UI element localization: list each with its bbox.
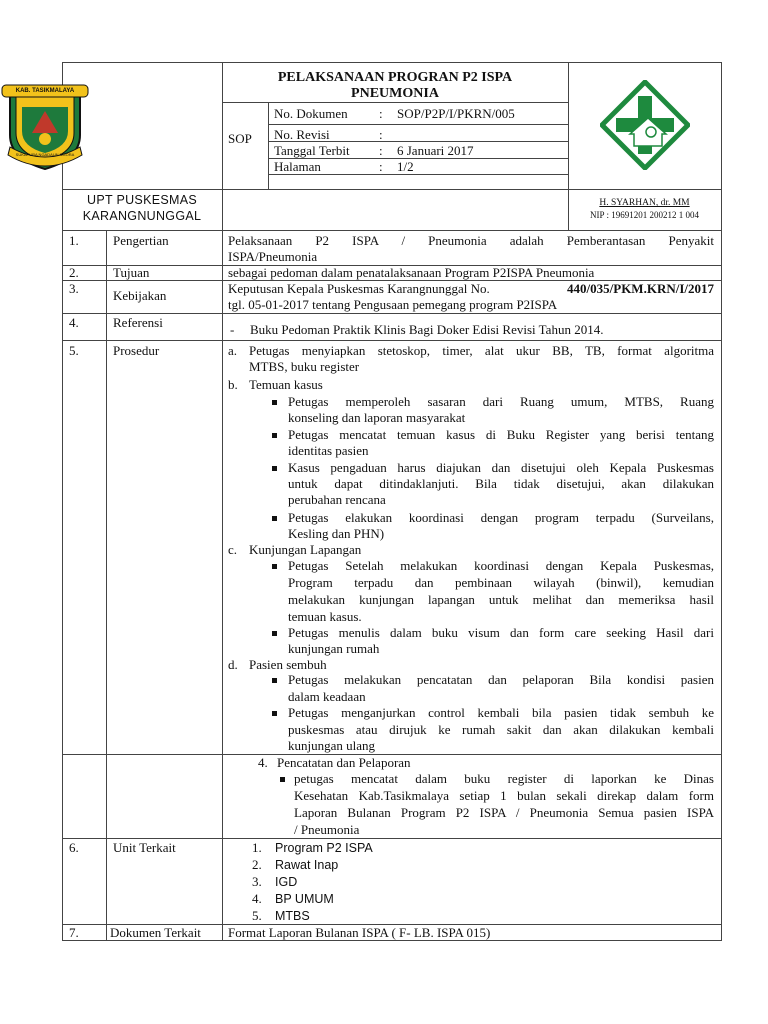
unit-name: MTBS bbox=[275, 909, 310, 923]
bullet-icon bbox=[272, 516, 277, 521]
bullet-icon bbox=[272, 400, 277, 405]
unit-number: 1. bbox=[252, 840, 262, 855]
meta-value: 6 Januari 2017 bbox=[397, 143, 474, 158]
list-item: dalam keadaan bbox=[288, 689, 366, 704]
meta-label: Halaman bbox=[274, 159, 321, 174]
meta-sep: : bbox=[379, 159, 383, 174]
logo-text-bottom: SUKAPURA NGADAUN NGORA bbox=[15, 152, 75, 157]
row-text: Buku Pedoman Praktik Klinis Bagi Doker Edisi Revisi Tahun 2014. bbox=[250, 322, 604, 337]
row-label: Prosedur bbox=[113, 343, 160, 358]
list-item: Kesling dan PHN) bbox=[288, 526, 385, 541]
unit-number: 2. bbox=[252, 857, 262, 872]
row-text: tgl. 05-01-2017 tentang Pengusaan pemegang program P2ISPA bbox=[228, 297, 558, 312]
list-item: / Pneumonia bbox=[294, 822, 360, 837]
row-number: 1. bbox=[69, 233, 79, 248]
meta-sep: : bbox=[379, 127, 383, 142]
list-marker: b. bbox=[228, 377, 238, 392]
list-item: perubahan rencana bbox=[288, 492, 386, 507]
meta-sep: : bbox=[379, 106, 383, 121]
list-item: Kesehatan Kab.Tasikmalaya setiap 1 bulan sekali direkap dalam form bbox=[294, 788, 714, 803]
meta-value: 1/2 bbox=[397, 159, 414, 174]
list-item: konseling dan laporan masyarakat bbox=[288, 410, 466, 425]
kebijakan-text: Keputusan Kepala Puskesmas Karangnunggal No. bbox=[228, 281, 490, 296]
org-name-line2: KARANGNUNGGAL bbox=[82, 209, 202, 223]
row-label: Pengertian bbox=[113, 233, 169, 248]
logo-text-top: KAB. TASIKMALAYA bbox=[15, 88, 75, 94]
section-heading: Pasien sembuh bbox=[249, 657, 327, 672]
list-item: Program terpadu dan pembinaan wilayah (binwil), kemudian bbox=[288, 575, 714, 590]
row-text: ISPA/Pneumonia bbox=[228, 249, 318, 264]
signer-nip: NIP : 19691201 200212 1 004 bbox=[590, 210, 699, 220]
list-marker: a. bbox=[228, 343, 238, 358]
list-marker: d. bbox=[228, 657, 238, 672]
row-text: Pelaksanaan P2 ISPA / Pneumonia adalah Pemberantasan Penyakit bbox=[228, 233, 714, 248]
unit-name: Rawat Inap bbox=[275, 858, 339, 872]
bullet-icon bbox=[272, 433, 277, 438]
row-number: 5. bbox=[69, 343, 79, 358]
list-item: Petugas melakukan pencatatan dan pelaporan Bila kondisi pasien bbox=[288, 672, 714, 687]
list-marker: c. bbox=[228, 542, 238, 557]
list-item: Petugas menyiapkan stetoskop, timer, alat ukur BB, TB, format algoritma bbox=[249, 343, 714, 358]
list-item: temuan kasus. bbox=[288, 609, 362, 624]
bullet-icon bbox=[272, 631, 277, 636]
unit-number: 3. bbox=[252, 874, 262, 889]
list-item: untuk dapat ditindaklanjuti. Bila tidak disetujui, akan dilakukan bbox=[288, 476, 714, 491]
row-number: 4. bbox=[69, 315, 79, 330]
kabupaten-logo bbox=[0, 77, 90, 173]
list-item: Laporan Bulanan Program P2 ISPA / Pneumonia Semua pasien ISPA bbox=[294, 805, 714, 820]
list-item: kunjungan rumah bbox=[288, 641, 380, 656]
row-number: 7. bbox=[69, 925, 79, 940]
puskesmas-logo bbox=[600, 80, 690, 170]
row-number: 3. bbox=[69, 281, 79, 296]
document-title-line1: PELAKSANAAN PROGRAN P2 ISPA bbox=[277, 70, 513, 85]
row-text: Format Laporan Bulanan ISPA ( F- LB. ISPA 015) bbox=[228, 925, 491, 940]
row-label: Dokumen Terkait bbox=[110, 925, 201, 940]
list-item: kunjungan ulang bbox=[288, 738, 376, 753]
unit-name: IGD bbox=[275, 875, 298, 889]
bullet-icon bbox=[280, 777, 285, 782]
unit-number: 4. bbox=[252, 891, 262, 906]
section-heading: Kunjungan Lapangan bbox=[249, 542, 362, 557]
list-item: Petugas memperoleh sasaran dari Ruang umum, MTBS, Ruang bbox=[288, 394, 714, 409]
row-number: 6. bbox=[69, 840, 79, 855]
unit-name: BP UMUM bbox=[275, 892, 334, 906]
list-item: Petugas elakukan koordinasi dengan program terpadu (Surveilans, bbox=[288, 510, 714, 525]
bullet-icon bbox=[272, 466, 277, 471]
meta-sep: : bbox=[379, 143, 383, 158]
row-text bbox=[228, 281, 714, 297]
unit-number: 5. bbox=[252, 908, 262, 923]
list-item: petugas mencatat dalam buku register di laporkan ke Dinas bbox=[294, 771, 714, 786]
kebijakan-decree-number: 440/035/PKM.KRN/I/2017 bbox=[567, 281, 714, 296]
meta-label: Tanggal Terbit bbox=[274, 143, 350, 158]
list-item: melakukan kunjungan lapangan untuk melihat dan memeriksa hasil bbox=[288, 592, 714, 607]
list-item: Kasus pengaduan harus diajukan dan disetujui oleh Kepala Puskesmas bbox=[288, 460, 714, 475]
row-label: Tujuan bbox=[113, 265, 150, 280]
list-item: MTBS, buku register bbox=[249, 359, 360, 374]
dash-marker: - bbox=[230, 322, 235, 337]
section-heading: Pencatatan dan Pelaporan bbox=[277, 755, 411, 770]
list-item: identitas pasien bbox=[288, 443, 369, 458]
meta-value: SOP/P2P/I/PKRN/005 bbox=[397, 106, 515, 121]
meta-label: No. Revisi bbox=[274, 127, 330, 142]
row-text: sebagai pedoman dalam penatalaksanaan Program P2ISPA Pneumonia bbox=[228, 265, 595, 280]
row-label: Unit Terkait bbox=[113, 840, 176, 855]
list-item: Petugas mencatat temuan kasus di Buku Register yang berisi tentang bbox=[288, 427, 714, 442]
row-label: Kebijakan bbox=[113, 288, 167, 303]
sop-label: SOP bbox=[228, 131, 252, 146]
list-item: Petugas menulis dalam buku visum dan form care seeking Hasil dari bbox=[288, 625, 714, 640]
unit-name: Program P2 ISPA bbox=[275, 841, 373, 855]
row-number: 2. bbox=[69, 265, 79, 280]
org-name-line1: UPT PUSKESMAS bbox=[87, 193, 197, 207]
document-title-line2: PNEUMONIA bbox=[351, 86, 439, 101]
section-heading: Temuan kasus bbox=[249, 377, 323, 392]
list-item: puskesmas atau dirujuk ke rumah sakit dan akan dilakukan kembali bbox=[288, 722, 714, 737]
bullet-icon bbox=[272, 711, 277, 716]
row-label: Referensi bbox=[113, 315, 163, 330]
meta-label: No. Dokumen bbox=[274, 106, 348, 121]
bullet-icon bbox=[272, 564, 277, 569]
list-item: Petugas Setelah melakukan koordinasi dengan Kepala Puskesmas, bbox=[288, 558, 714, 573]
list-item: Petugas menganjurkan control kembali bila pasien tidak sembuh ke bbox=[288, 705, 714, 720]
bullet-icon bbox=[272, 678, 277, 683]
signer-name: H. SYARHAN, dr. MM bbox=[599, 198, 690, 208]
list-marker: 4. bbox=[258, 755, 268, 770]
